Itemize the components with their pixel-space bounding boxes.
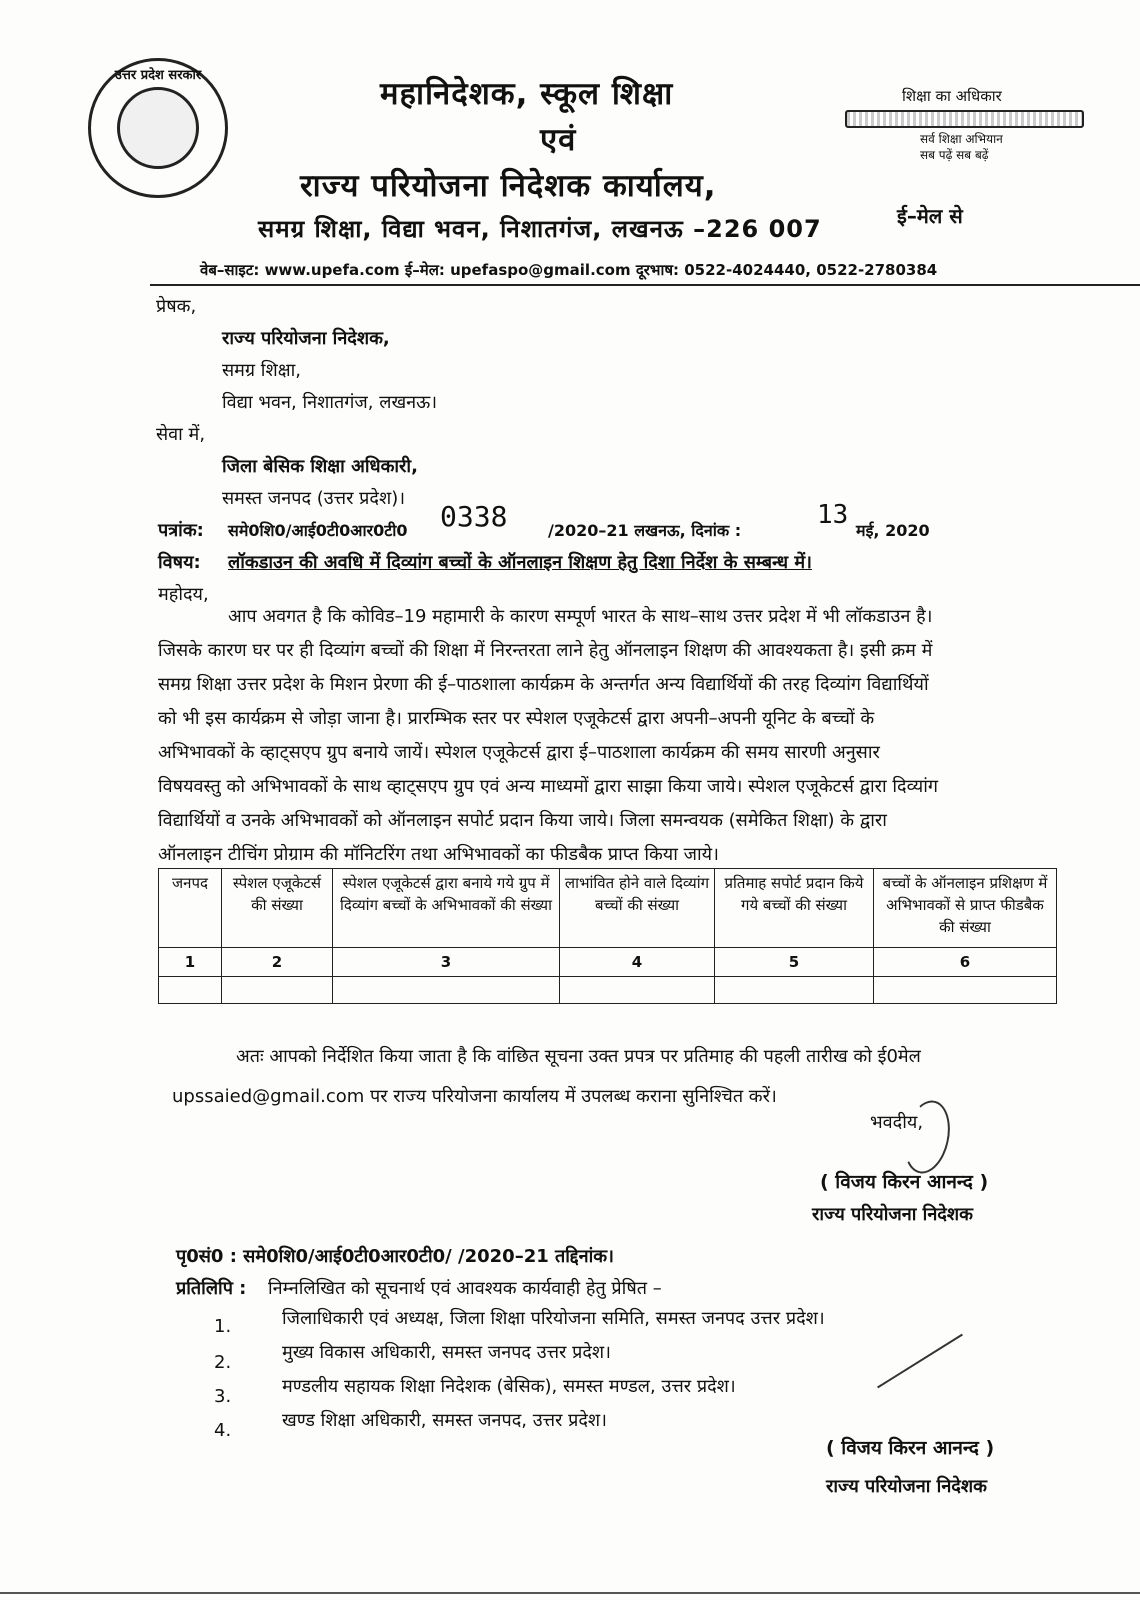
table-header-row bbox=[159, 869, 1057, 948]
table-cell: 1 bbox=[159, 948, 222, 977]
copy-item-text: जिलाधिकारी एवं अध्यक्ष, जिला शिक्षा परियोजना समिति, समस्त जनपद उत्तर प्रदेश। bbox=[282, 1308, 825, 1329]
signatory2-designation: राज्य परियोजना निदेशक bbox=[826, 1476, 987, 1497]
endorsement-ref: पृ0सं0 : समे0शि0/आई0टी0आर0टी0/ /2020–21 तद्दिनांक। bbox=[176, 1246, 614, 1267]
copy-item-number: 2. bbox=[214, 1352, 232, 1373]
rte-logo-subtitle1: सर्व शिक्षा अभियान bbox=[920, 132, 1003, 146]
paragraph-line: विद्यार्थियों व उनके अभिभावकों को ऑनलाइन सपोर्ट प्रदान किया जाये। जिला समन्वयक (समेकित शिक्षा) के द्वारा bbox=[158, 810, 887, 831]
pencil-logo-icon bbox=[845, 110, 1084, 128]
paragraph-line: अभिभावकों के व्हाट्सएप ग्रुप बनाये जायें। स्पेशल एजूकेटर्स द्वारा ई–पाठशाला कार्यक्रम की समय सारणी अनुसार bbox=[158, 742, 880, 763]
closing-text: भवदीय, bbox=[870, 1112, 924, 1133]
bottom-edge-line bbox=[0, 1592, 1140, 1594]
header-title-line3: राज्य परियोजना निदेशक कार्यालय, bbox=[300, 168, 717, 204]
sender-line3: विद्या भवन, निशातगंज, लखनऊ। bbox=[222, 392, 438, 413]
paragraph-line: जिसके कारण घर पर ही दिव्यांग बच्चों की शिक्षा में निरन्तरता लाने हेतु ऑनलाइन शिक्षण की आवश्यकता है। इसी क्रम में bbox=[158, 640, 933, 661]
reference-suffix: /2020–21 लखनऊ, दिनांक : bbox=[548, 521, 742, 540]
instruction-line1: अतः आपको निर्देशित किया जाता है कि वांछित सूचना उक्त प्रपत्र पर प्रतिमाह की पहली तारीख को ई0मेल bbox=[236, 1046, 921, 1067]
government-seal bbox=[88, 58, 228, 198]
signatory-name: ( विजय किरन आनन्द ) bbox=[820, 1171, 989, 1193]
reference-prefix: समे0शि0/आई0टी0आर0टी0 bbox=[228, 521, 408, 540]
paragraph-line: विषयवस्तु को अभिभावकों के साथ व्हाट्सएप ग्रुप एवं अन्य माध्यमों द्वारा साझा किया जाये। स्पेशल एजूकेटर्स द्वारा दिव्यांग bbox=[158, 776, 939, 797]
sender-label: प्रेषक, bbox=[156, 296, 197, 317]
copy-item-text: मण्डलीय सहायक शिक्षा निदेशक (बेसिक), समस्त मण्डल, उत्तर प्रदेश। bbox=[282, 1376, 736, 1397]
copy-item-number: 1. bbox=[214, 1316, 232, 1337]
table-row bbox=[159, 977, 1057, 1004]
rte-logo-subtitle2: सब पढ़ें सब बढ़ें bbox=[920, 148, 989, 162]
header-title-line2: एवं bbox=[540, 122, 577, 158]
signatory2-name: ( विजय किरन आनन्द ) bbox=[826, 1437, 995, 1459]
reference-month-year: मई, 2020 bbox=[856, 521, 930, 540]
table-cell bbox=[874, 977, 1057, 1004]
copy-item-number: 3. bbox=[214, 1386, 232, 1407]
paragraph-line: समग्र शिक्षा उत्तर प्रदेश के मिशन प्रेरणा की ई–पाठशाला कार्यक्रम के अन्तर्गत अन्य विद्यार्थियों की तरह दिव्यांग विद्यार्थियों bbox=[158, 674, 929, 695]
initial-mark-icon bbox=[877, 1334, 963, 1389]
table-cell: 6 bbox=[874, 948, 1057, 977]
salutation: महोदय, bbox=[158, 584, 209, 605]
table-cell: 2 bbox=[222, 948, 333, 977]
sender-line2: समग्र शिक्षा, bbox=[222, 360, 301, 381]
email-mode-note: ई–मेल से bbox=[897, 204, 963, 228]
table-header-cell: जनपद bbox=[159, 869, 222, 948]
table-header-cell: बच्चों के ऑनलाइन प्रशिक्षण में अभिभावकों से प्राप्त फीडबैक की संख्या bbox=[874, 869, 1057, 948]
header-title-line1: महानिदेशक, स्कूल शिक्षा bbox=[380, 76, 674, 112]
recipient-name: जिला बेसिक शिक्षा अधिकारी, bbox=[222, 456, 418, 477]
endorsement-label: प्रतिलिपि : bbox=[176, 1278, 247, 1299]
copy-item-number: 4. bbox=[214, 1420, 232, 1441]
table-header-cell: लाभांवित होने वाले दिव्यांग बच्चों की संख्या bbox=[560, 869, 715, 948]
instruction-line2: upssaied@gmail.com पर राज्य परियोजना कार्यालय में उपलब्ध कराना सुनिश्चित करें। bbox=[172, 1086, 777, 1107]
rte-logo-title: शिक्षा का अधिकार bbox=[902, 87, 1002, 105]
table-header-cell: प्रतिमाह सपोर्ट प्रदान किये गये बच्चों की संख्या bbox=[715, 869, 874, 948]
sender-name: राज्य परियोजना निदेशक, bbox=[222, 328, 390, 349]
reference-number: 0338 bbox=[440, 500, 508, 533]
endorsement-intro: निम्नलिखित को सूचनार्थ एवं आवश्यक कार्यवाही हेतु प्रेषित – bbox=[268, 1278, 662, 1299]
table-cell: 3 bbox=[333, 948, 560, 977]
seal-emblem-icon bbox=[117, 87, 199, 169]
table-header-cell: स्पेशल एजूकेटर्स द्वारा बनाये गये ग्रुप में दिव्यांग बच्चों के अभिभावकों की संख्या bbox=[333, 869, 560, 948]
recipient-line2: समस्त जनपद (उत्तर प्रदेश)। bbox=[222, 488, 406, 509]
table-row bbox=[159, 948, 1057, 977]
paragraph-line: को भी इस कार्यक्रम से जोड़ा जाना है। प्रारम्भिक स्तर पर स्पेशल एजूकेटर्स द्वारा अपनी–अपनी यूनिट के बच्चों के bbox=[158, 708, 875, 729]
table-cell: 5 bbox=[715, 948, 874, 977]
reference-label: पत्रांक: bbox=[158, 520, 204, 541]
subject-text: लॉकडाउन की अवधि में दिव्यांग बच्चों के ऑनलाइन शिक्षण हेतु दिशा निर्देश के सम्बन्ध में। bbox=[228, 552, 812, 573]
seal-text: उत्तर प्रदेश सरकार bbox=[114, 68, 202, 83]
paragraph-line: ऑनलाइन टीचिंग प्रोग्राम की मॉनिटरिंग तथा अभिभावकों का फीडबैक प्राप्त किया जाये। bbox=[158, 844, 719, 865]
table-cell: 4 bbox=[560, 948, 715, 977]
table-cell bbox=[222, 977, 333, 1004]
recipient-label: सेवा में, bbox=[156, 424, 206, 445]
report-format-table bbox=[158, 868, 1057, 1004]
paragraph-line: आप अवगत है कि कोविड–19 महामारी के कारण सम्पूर्ण भारत के साथ–साथ उत्तर प्रदेश में भी लॉकडाउन है। bbox=[228, 606, 933, 627]
copy-item-text: मुख्य विकास अधिकारी, समस्त जनपद उत्तर प्रदेश। bbox=[282, 1342, 611, 1363]
table-cell bbox=[715, 977, 874, 1004]
table-cell bbox=[333, 977, 560, 1004]
header-divider bbox=[150, 284, 1140, 286]
table-cell bbox=[560, 977, 715, 1004]
contact-line: वेब–साइट: www.upefa.com ई–मेल: upefaspo@gmail.com दूरभाष: 0522-4024440, 0522-2780384 bbox=[200, 261, 938, 279]
header-address: समग्र शिक्षा, विद्या भवन, निशातगंज, लखनऊ –226 007 bbox=[258, 215, 822, 243]
reference-day: 13 bbox=[817, 500, 849, 530]
subject-label: विषय: bbox=[158, 552, 201, 573]
signatory-designation: राज्य परियोजना निदेशक bbox=[812, 1204, 973, 1225]
copy-item-text: खण्ड शिक्षा अधिकारी, समस्त जनपद, उत्तर प्रदेश। bbox=[282, 1410, 607, 1431]
table-cell bbox=[159, 977, 222, 1004]
table-header-cell: स्पेशल एजूकेटर्स की संख्या bbox=[222, 869, 333, 948]
